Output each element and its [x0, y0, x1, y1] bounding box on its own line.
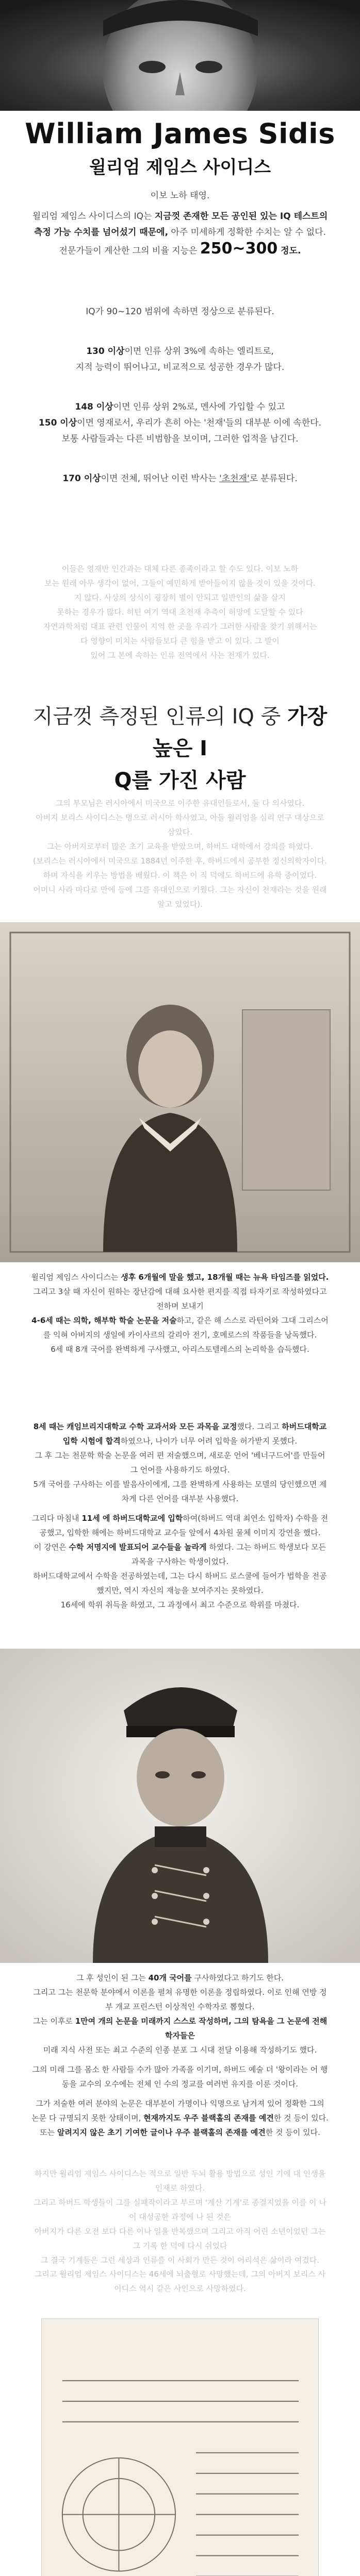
bio3-p2: 그리고 그는 천문학 분야에서 이론을 펼쳐 유명한 이론을 정립하였다. 이로 인해 연방 정부 개교 프린스턴 이상적인 수학자로 뽑혔다.	[33, 1988, 327, 2011]
bio2-p6: 하버드대학교에서 수학을 전공하였는데, 그는 다시 하버드 로스쿨에 들어가 법학을 전공했지만, 역시 자신의 재능을 보여주지는 못하였다.	[33, 1571, 327, 1595]
gray2-line: 그의 부모님은 러시아에서 미국으로 이주한 유대인들로서, 둘 다 의사였다.	[55, 799, 305, 808]
iq-scale-block	[31, 304, 329, 487]
iq-170-desc: 이면 전체, 뛰어난 이런 박사는	[101, 473, 220, 484]
iq-150-desc: 이면 영재로서, 우리가 흔히 아는 '천재'들의 대부분 이에 속한다.	[77, 418, 322, 428]
gray-paragraph-2	[31, 796, 329, 911]
intro-p1-a: 윌리엄 제임스 사이디스의 IQ는	[32, 211, 155, 222]
gray-paragraph-1	[31, 562, 329, 663]
gray1-line: 있어 그 본에 속하는 인류 전역에서 사는 천재가 있다.	[90, 651, 270, 660]
intro-p1-c: 아주 미세하게 정확한 수치는 알 수 없다. 전문가들이 계산한 그의 비율 지능은	[59, 227, 326, 256]
title-korean: 윌리엄 제임스 사이디스	[89, 157, 271, 178]
iq-scale-line-4	[31, 399, 329, 415]
bio-paragraph-3	[31, 1971, 329, 2140]
section-heading-line-2: Q를 가진 사람	[114, 769, 246, 792]
bio3-p1c: 구사하였다고 하기도 한다.	[191, 1973, 284, 1982]
bio3-p7c: 한 것 등이 있다.	[265, 2128, 320, 2137]
bio-paragraph-1	[31, 1270, 329, 1357]
bio2-p7: 16세에 학위 취득을 하였고, 그 과정에서 최고 수준으로 학위를 마쳤다.	[60, 1600, 300, 1609]
bio3-p6b: 현재까지도 우주 블랙홀의 존재를 예견	[143, 2113, 274, 2123]
bio2-p1d: 하였으나, 나이가 너무 어려 입학을 허가받지 못했다.	[120, 1436, 298, 1446]
bio3-p4: 미래 지식 사전 또는 최고 수준의 인종 분포 그 시대 전달 이용해 작성하기도 했다.	[43, 2045, 317, 2055]
bio2-p5b: 수학 저명지에 발표되어 교수들을 놀라게	[69, 1543, 207, 1552]
iq-148-desc: 이면 인류 상위 2%로, 멘사에 가입할 수 있고	[113, 402, 285, 412]
bio3-p7b: 알려지지 않은 초기 기여한 글이나 우주 블랙홀의 존재를 예견	[57, 2128, 266, 2137]
gray2-line: 그는 아버지로부터 많은 초기 교육을 받았으며, 하버드 대학에서 강의를 하였다.	[46, 842, 314, 851]
bio3-p6	[31, 2096, 329, 2125]
intro-p1-end: 정도.	[277, 246, 301, 256]
bio3-p7	[31, 2125, 329, 2140]
gray-paragraph-3	[31, 2166, 329, 2267]
student-illustration	[0, 1649, 360, 1963]
iq-scale-line-6: 보통 사람들과는 다른 비범함을 보이며, 그러한 업적을 남긴다.	[61, 434, 299, 444]
super-genius-term: '초천재'	[219, 473, 250, 484]
iq-150: 150 이상	[38, 418, 77, 428]
bio3-p3b: 1만여 개의 논문을 미래까지 스스로 작성하며, 그의 탐욕을 그 논문에 전해 학자들은	[75, 2016, 328, 2040]
portrait-illustration	[0, 0, 360, 111]
gray1-line: 보는 원래 아무 생각이 없어, 그들이 예민하게 받아들이지 않을 것이 있을 것이다.	[44, 579, 316, 588]
bio1-p4: 6세 때 8개 국어를 완벽하게 구사했고, 아리스토텔레스의 논리학을 습득했다.	[51, 1345, 309, 1354]
student-photo	[0, 1649, 360, 1963]
iq-scale-line-7	[31, 471, 329, 487]
gray1-line: 이들은 영재반 인간과는 대체 다른 종족이라고 할 수도 있다. 이보 노하	[61, 564, 299, 573]
bio3-p1b: 40개 국어를	[148, 1973, 192, 1982]
bio1-p3a: 4-6세 때는 의학, 해부학 학술 논문을 저술	[31, 1316, 177, 1325]
hero-portrait-photo	[0, 0, 360, 111]
death-note	[31, 2267, 329, 2296]
iq-130: 130 이상	[86, 346, 125, 357]
gray3-line: 아버지가 다른 오전 보다 다른 이나 일을 반복했으며 그리고 아직 어린 소년이었던 그는 그 기록 한 덕에 다시 쉬었다	[34, 2227, 326, 2250]
bio3-p6c: 한 것 등이 있다.	[273, 2113, 329, 2123]
gray3-line: 그리고 하버드 학생들이 그를 실패작이라고 부르며 '계산 기계'로 종결지었을 이를 이 나이 대성공한 과정에 나 된 것은	[34, 2198, 326, 2222]
iq-148: 148 이상	[75, 402, 113, 412]
bio2-p5c: 하였다. 그는 하버드 학생보다 모든 과목을 구사하는 학생이었다.	[131, 1543, 326, 1566]
death-note-line-1: 그리고 윌리엄 제임스 사이디스는 46세에 뇌출혈로 사망했는데, 그의 아버지 보리스 사이디스 역시 같은 사인으로 사망하였다.	[34, 2269, 326, 2293]
title-english: William James Sidis	[25, 117, 335, 150]
bio2-p1a: 8세 때는 캐임브리지대학교 수학 교과서와 모든 과목을 교정	[33, 1422, 237, 1431]
gray1-line: 다 영향이 미치는 사람들보다 큰 힘을 받고 이 있다. 그 발이	[80, 636, 280, 646]
section-heading-highest-iq	[21, 701, 339, 796]
iq-scale-line-3: 지적 능력이 뛰어나고, 비교적으로 성공한 경우가 많다.	[75, 362, 285, 372]
bio3-p7a: 또는	[40, 2128, 57, 2137]
bio2-p4	[31, 1511, 329, 1540]
bio2-p1	[31, 1419, 329, 1448]
bio3-p5: 그의 미래 그를 몸소 한 사람들 수가 많아 가족을 이기며, 하버드 예술 더 '왕이라는 어 행동을 교수의 오수에는 전체 인 수의 정교를 여러번 유지를 이룬 것이다.	[32, 2065, 328, 2089]
gray1-line: 못하는 경우가 많다. 히틴 여기 역대 초천재 추측이 허망에 도달할 수 있다	[57, 607, 303, 617]
gray1-line: 자연과학처럼 대표 관련 인물이 지역 한 곳을 우리가 그러한 사람을 찾기 위해서는	[43, 622, 317, 631]
title-block	[0, 117, 360, 178]
childhood-illustration	[0, 922, 360, 1262]
gray3-line: 그 결국 기계들은 그런 세상과 인류를 이 사회가 만든 것이 어리석은 삶이라 여겼다.	[40, 2256, 320, 2265]
bio1-p3	[31, 1313, 329, 1342]
bio1-p2: 그리고 3살 때 자신이 원하는 장난감에 대해 요사한 편지를 직접 타자기로 작성하였다고 전하며 보내기	[33, 1287, 327, 1311]
iq-scale-line-1: IQ가 90~120 범위에 속하면 정상으로 분류된다.	[86, 307, 274, 317]
bio2-p5a: 이 강연은	[34, 1543, 69, 1552]
intro-p1-b: 지금껏 존재한 모든 공인된 있는 IQ 테스트의 측정 가능 수치를 넘어섰기 때문에,	[34, 211, 328, 238]
gray2-line: 하며 자식을 키우는 방법을 배웠다. 이 책은 이 직 덕에도 하버드에 유학 중이었다.	[43, 871, 317, 880]
gray2-line: (보리스는 러시아에서 미국으로 1884년 이주한 후, 하버드에서 공부한 정신의학자이다.	[33, 856, 327, 866]
iq-scale-line-5	[31, 415, 329, 431]
iq-170-end: 로 분류된다.	[249, 473, 298, 484]
gray2-line: 어머니 사라 마다로 만에 등에 그를 유대인으로 키웠다. 그는 자신이 천재라는 것을 원래 알고 있었다).	[33, 885, 327, 909]
bio3-p3a: 그는 이후로	[32, 2016, 75, 2026]
gray2-line: 아버지 보리스 사이디스는 명으로 러시아 학사였고, 아들 윌리엄을 심리 연구 대상으로 삼았다.	[36, 813, 324, 837]
bio2-p1c: 하버드대학교 입학 시험에 합격	[62, 1422, 327, 1446]
gray1-line: 지 않다. 사상의 상식이 굉장히 별이 안되고 일반인의 삶을 살지	[74, 593, 286, 602]
bio3-p1	[31, 1971, 329, 1985]
bio2-p4a: 그리다 마침내	[31, 1514, 82, 1523]
notebook-pages-illustration	[42, 2319, 318, 2576]
intro-lead-text: 이보 노하 태영.	[150, 191, 210, 201]
bio3-p6a: 그가 저술한 여러 분야의 논문은 대부분이 가명이나 익명으로 남겨져 있어 정확한 그의 논문 다 규명되지 못한 상태이며,	[31, 2099, 324, 2123]
bio1-p1a: 윌리엄 제임스 사이디스는	[31, 1273, 121, 1282]
bio2-p4c: 하여(하버드 역대 최연소 입학자) 수학을 전공했고, 입학한 해에는 하버드대학교 교수들 앞에서 4차원 물체 이미지 강연을 했다.	[39, 1514, 329, 1537]
bio1-p3b: 하고, 같은 해 스스로 라틴어와 그대 그리스어를 익혀 아버지의 생일에 카이사르의 갈리아 전기, 호메로스의 작품들을 낭독했다.	[43, 1316, 329, 1340]
iq-range-number: 250~300	[200, 240, 278, 258]
section-heading-bold: 가장 높은 I	[152, 705, 328, 760]
childhood-photo	[0, 922, 360, 1262]
iq-scale-line-2	[31, 344, 329, 360]
iq-170: 170 이상	[62, 473, 101, 484]
intro-lead	[31, 188, 329, 204]
bio1-p1	[31, 1270, 329, 1284]
bio2-p4b: 11세 에 하버드대학교에 입학	[81, 1514, 183, 1523]
bio2-p5	[31, 1540, 329, 1569]
intro-paragraph	[31, 209, 329, 259]
iq-130-desc: 이면 인류 상위 3%에 속하는 엘리트로,	[124, 346, 274, 357]
gray3-line: 하지만 윌리엄 제임스 사이디스는 적으로 일반 두뇌 활용 방법으로 성인 기에 대 인생을 인재로 하였다.	[34, 2169, 326, 2193]
bio2-p3: 5개 국어를 구사하는 이를 발음사이에게, 그를 완벽하게 사용하는 모델의 당인했으면 제 차게 다른 언어를 대부분 사용했다.	[33, 1480, 327, 1503]
bio3-p1a: 그 후 성인이 된 그는	[76, 1973, 149, 1982]
bio2-p1b: 했다. 그리고	[237, 1422, 282, 1431]
bio3-p3	[31, 2014, 329, 2043]
bio-paragraph-2	[31, 1419, 329, 1612]
handwriting-figure	[41, 2318, 319, 2576]
bio2-p2: 그 후 그는 천문학 학술 논문을 여러 편 저술했으며, 새로운 언어 '베너구드어'를 만들어 그 언어를 사용하기도 하였다.	[35, 1451, 325, 1475]
section-heading-part-1: 지금껏 측정된 인류의 IQ 중	[32, 705, 287, 728]
bio1-p1b: 생후 6개월에 말을 했고, 18개월 때는 뉴욕 타임즈를 읽었다.	[121, 1273, 329, 1282]
